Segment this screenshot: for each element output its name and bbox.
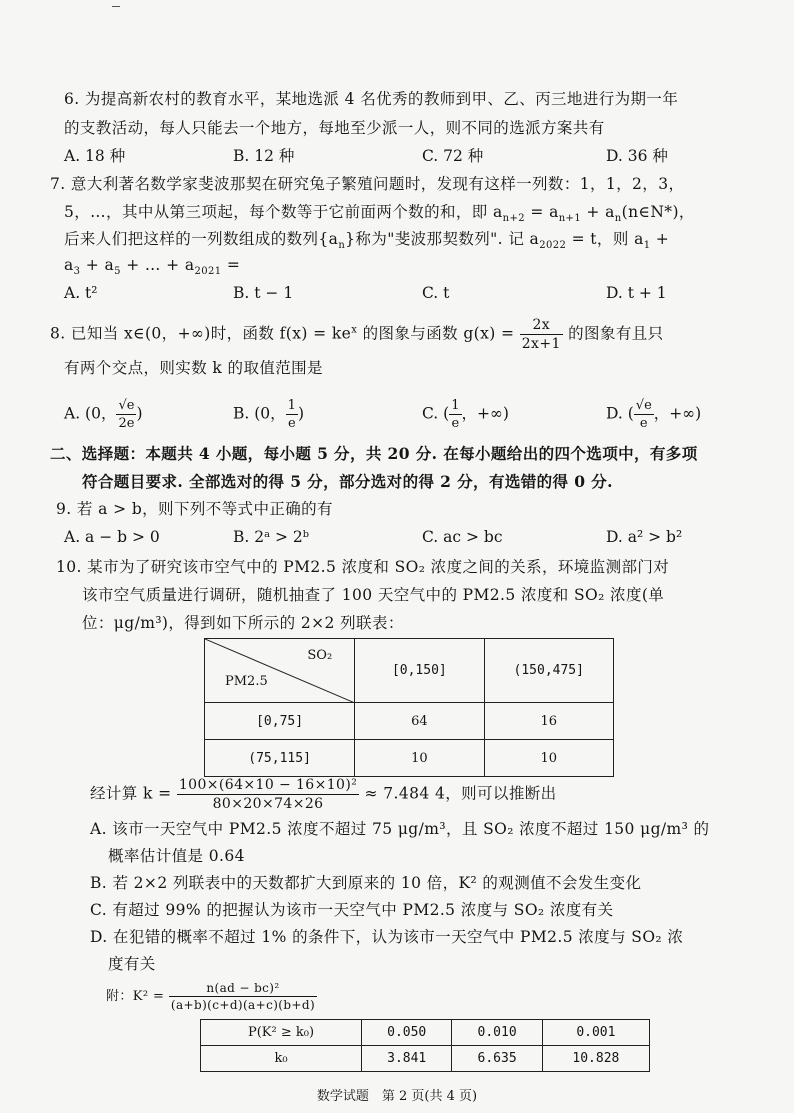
q6-line1: 6. 为提高新农村的教育水平，某地选派 4 名优秀的教师到甲、乙、丙三地进行为期一年 — [64, 90, 679, 108]
row-label-2: (75,115] — [205, 740, 355, 777]
q8-line1: 8. 已知当 x∈(0，+∞)时，函数 $f(x) = ke^x$ 的图象与函数 g(x) = $\frac{2x}{2x+1}$ 的图象有且只 — [50, 317, 664, 352]
ref-k-1: 3.841 — [362, 1046, 452, 1072]
q10-option-d-line2: 度有关 — [108, 955, 156, 973]
q7-option-c: C. t — [422, 284, 450, 302]
q7-option-d: D. t + 1 — [606, 284, 667, 302]
q7-option-a: A. t² — [64, 284, 98, 302]
q9-stem: 9. 若 a > b，则下列不等式中正确的有 — [56, 500, 333, 518]
table-row — [201, 1020, 650, 1046]
q6-option-a: A. 18 种 — [64, 147, 126, 165]
contingency-table — [204, 638, 614, 777]
q10-option-a-line2: 概率估计值是 0.64 — [108, 847, 245, 865]
q7-line2: 5，…，其中从第三项起，每个数等于它前面两个数的和，即 $a_{n+2} = a_{n+1}$ + $a_n(n\in N*)$， — [64, 203, 695, 225]
reference-table — [200, 1019, 650, 1072]
row-label-1: [0,75] — [205, 703, 355, 740]
q6-option-b: B. 12 种 — [233, 147, 295, 165]
q7-line4: $a_3 + a_5$ + … + $a_{2021}$ = — [64, 256, 241, 278]
cell-2-1: 10 — [355, 740, 484, 777]
q9-option-d: D. a² > b² — [606, 528, 683, 546]
cell-1-1: 64 — [355, 703, 484, 740]
ref-p-3: 0.001 — [542, 1020, 649, 1046]
corner-top-label: SO₂ — [307, 648, 333, 663]
q6-line2: 的支教活动，每人只能去一个地方，每地至少派一人，则不同的选派方案共有 — [64, 119, 605, 137]
cell-2-2: 10 — [484, 740, 614, 777]
q10-appendix-formula: 附：K² = $\frac{\text{n(ad − bc)²}}{(a+b)(c+d)(a+c)(b+d)}$ — [106, 981, 316, 1012]
table-row — [205, 740, 614, 777]
q7-option-b: B. t − 1 — [233, 284, 294, 302]
ref-p-1: 0.050 — [362, 1020, 452, 1046]
section2-line1: 二、选择题：本题共 4 小题，每小题 5 分，共 20 分. 在每小题给出的四个选项中，有多项 — [50, 444, 698, 463]
q6-option-d: D. 36 种 — [606, 147, 668, 165]
table-row — [201, 1046, 650, 1072]
section2-line2: 符合题目要求. 全部选对的得 5 分，部分选对的得 2 分，有选错的得 0 分. — [82, 472, 613, 491]
q8-line2: 有两个交点，则实数 k 的取值范围是 — [64, 359, 323, 377]
q7-line1: 7. 意大利著名数学家斐波那契在研究兔子繁殖问题时，发现有这样一列数：1，1，2，3， — [50, 175, 685, 193]
q10-option-d-line1: D. 在犯错的概率不超过 1% 的条件下，认为该市一天空气中 PM2.5 浓度与 SO₂ 浓 — [90, 928, 684, 946]
q8-option-a: A. (0， $\frac{√e}{2e}$ ) — [64, 398, 143, 431]
q9-option-a: A. a − b > 0 — [64, 528, 160, 546]
q10-calculation: 经计算 k = $\frac{\text{100×(64×10 − 16×10)²}}{80\times 20\times 74\times 26}$ ≈ 7.484 4，则可以推断出 — [90, 777, 557, 812]
q6-option-c: C. 72 种 — [422, 147, 484, 165]
q8-option-c: C. ( $\frac{1}{e}$ ，+∞) — [422, 398, 509, 431]
ref-header-p: P(K² ≥ k₀) — [201, 1020, 362, 1046]
q10-line1: 10. 某市为了研究该市空气中的 PM2.5 浓度和 SO₂ 浓度之间的关系，环境监测部门对 — [56, 558, 670, 576]
ref-p-2: 0.010 — [452, 1020, 542, 1046]
table-row — [205, 703, 614, 740]
col-header-1: [0,150] — [355, 639, 484, 703]
q9-option-c: C. ac > bc — [422, 528, 503, 546]
cell-1-2: 16 — [484, 703, 614, 740]
q10-option-b: B. 若 2×2 列联表中的天数都扩大到原来的 10 倍，K² 的观测值不会发生变化 — [90, 874, 642, 892]
q8-option-d: D. ( $\frac{√e}{e}$ ，+∞) — [606, 398, 702, 431]
ref-k-3: 10.828 — [542, 1046, 649, 1072]
col-header-2: (150,475] — [484, 639, 614, 703]
scan-mark — [112, 0, 120, 7]
page-footer: 数学试题 第 2 页(共 4 页) — [316, 1089, 478, 1104]
corner-bottom-label: PM2.5 — [225, 674, 268, 689]
q10-line3: 位：μg/m³)，得到如下所示的 2×2 列联表： — [82, 614, 404, 632]
q8-option-b: B. (0， $\frac{1}{e}$ ) — [233, 398, 304, 431]
q9-option-b: B. 2ᵃ > 2ᵇ — [233, 528, 309, 546]
ref-k-2: 6.635 — [452, 1046, 542, 1072]
q7-line3: 后来人们把这样的一列数组成的数列$\{a_n\}$称为"斐波那契数列". 记 $a_{2022} = t$，则 $a_1$ + — [64, 230, 670, 252]
table-corner-cell — [205, 639, 355, 703]
q10-option-c: C. 有超过 99% 的把握认为该市一天空气中 PM2.5 浓度与 SO₂ 浓度有关 — [90, 901, 614, 919]
ref-header-k: k₀ — [201, 1046, 362, 1072]
corner-diagonal — [205, 639, 355, 703]
q10-option-a-line1: A. 该市一天空气中 PM2.5 浓度不超过 75 μg/m³，且 SO₂ 浓度不超过 150 μg/m³ 的 — [90, 820, 710, 838]
q10-line2: 该市空气质量进行调研，随机抽查了 100 天空气中的 PM2.5 浓度和 SO₂ 浓度(单 — [82, 586, 665, 604]
